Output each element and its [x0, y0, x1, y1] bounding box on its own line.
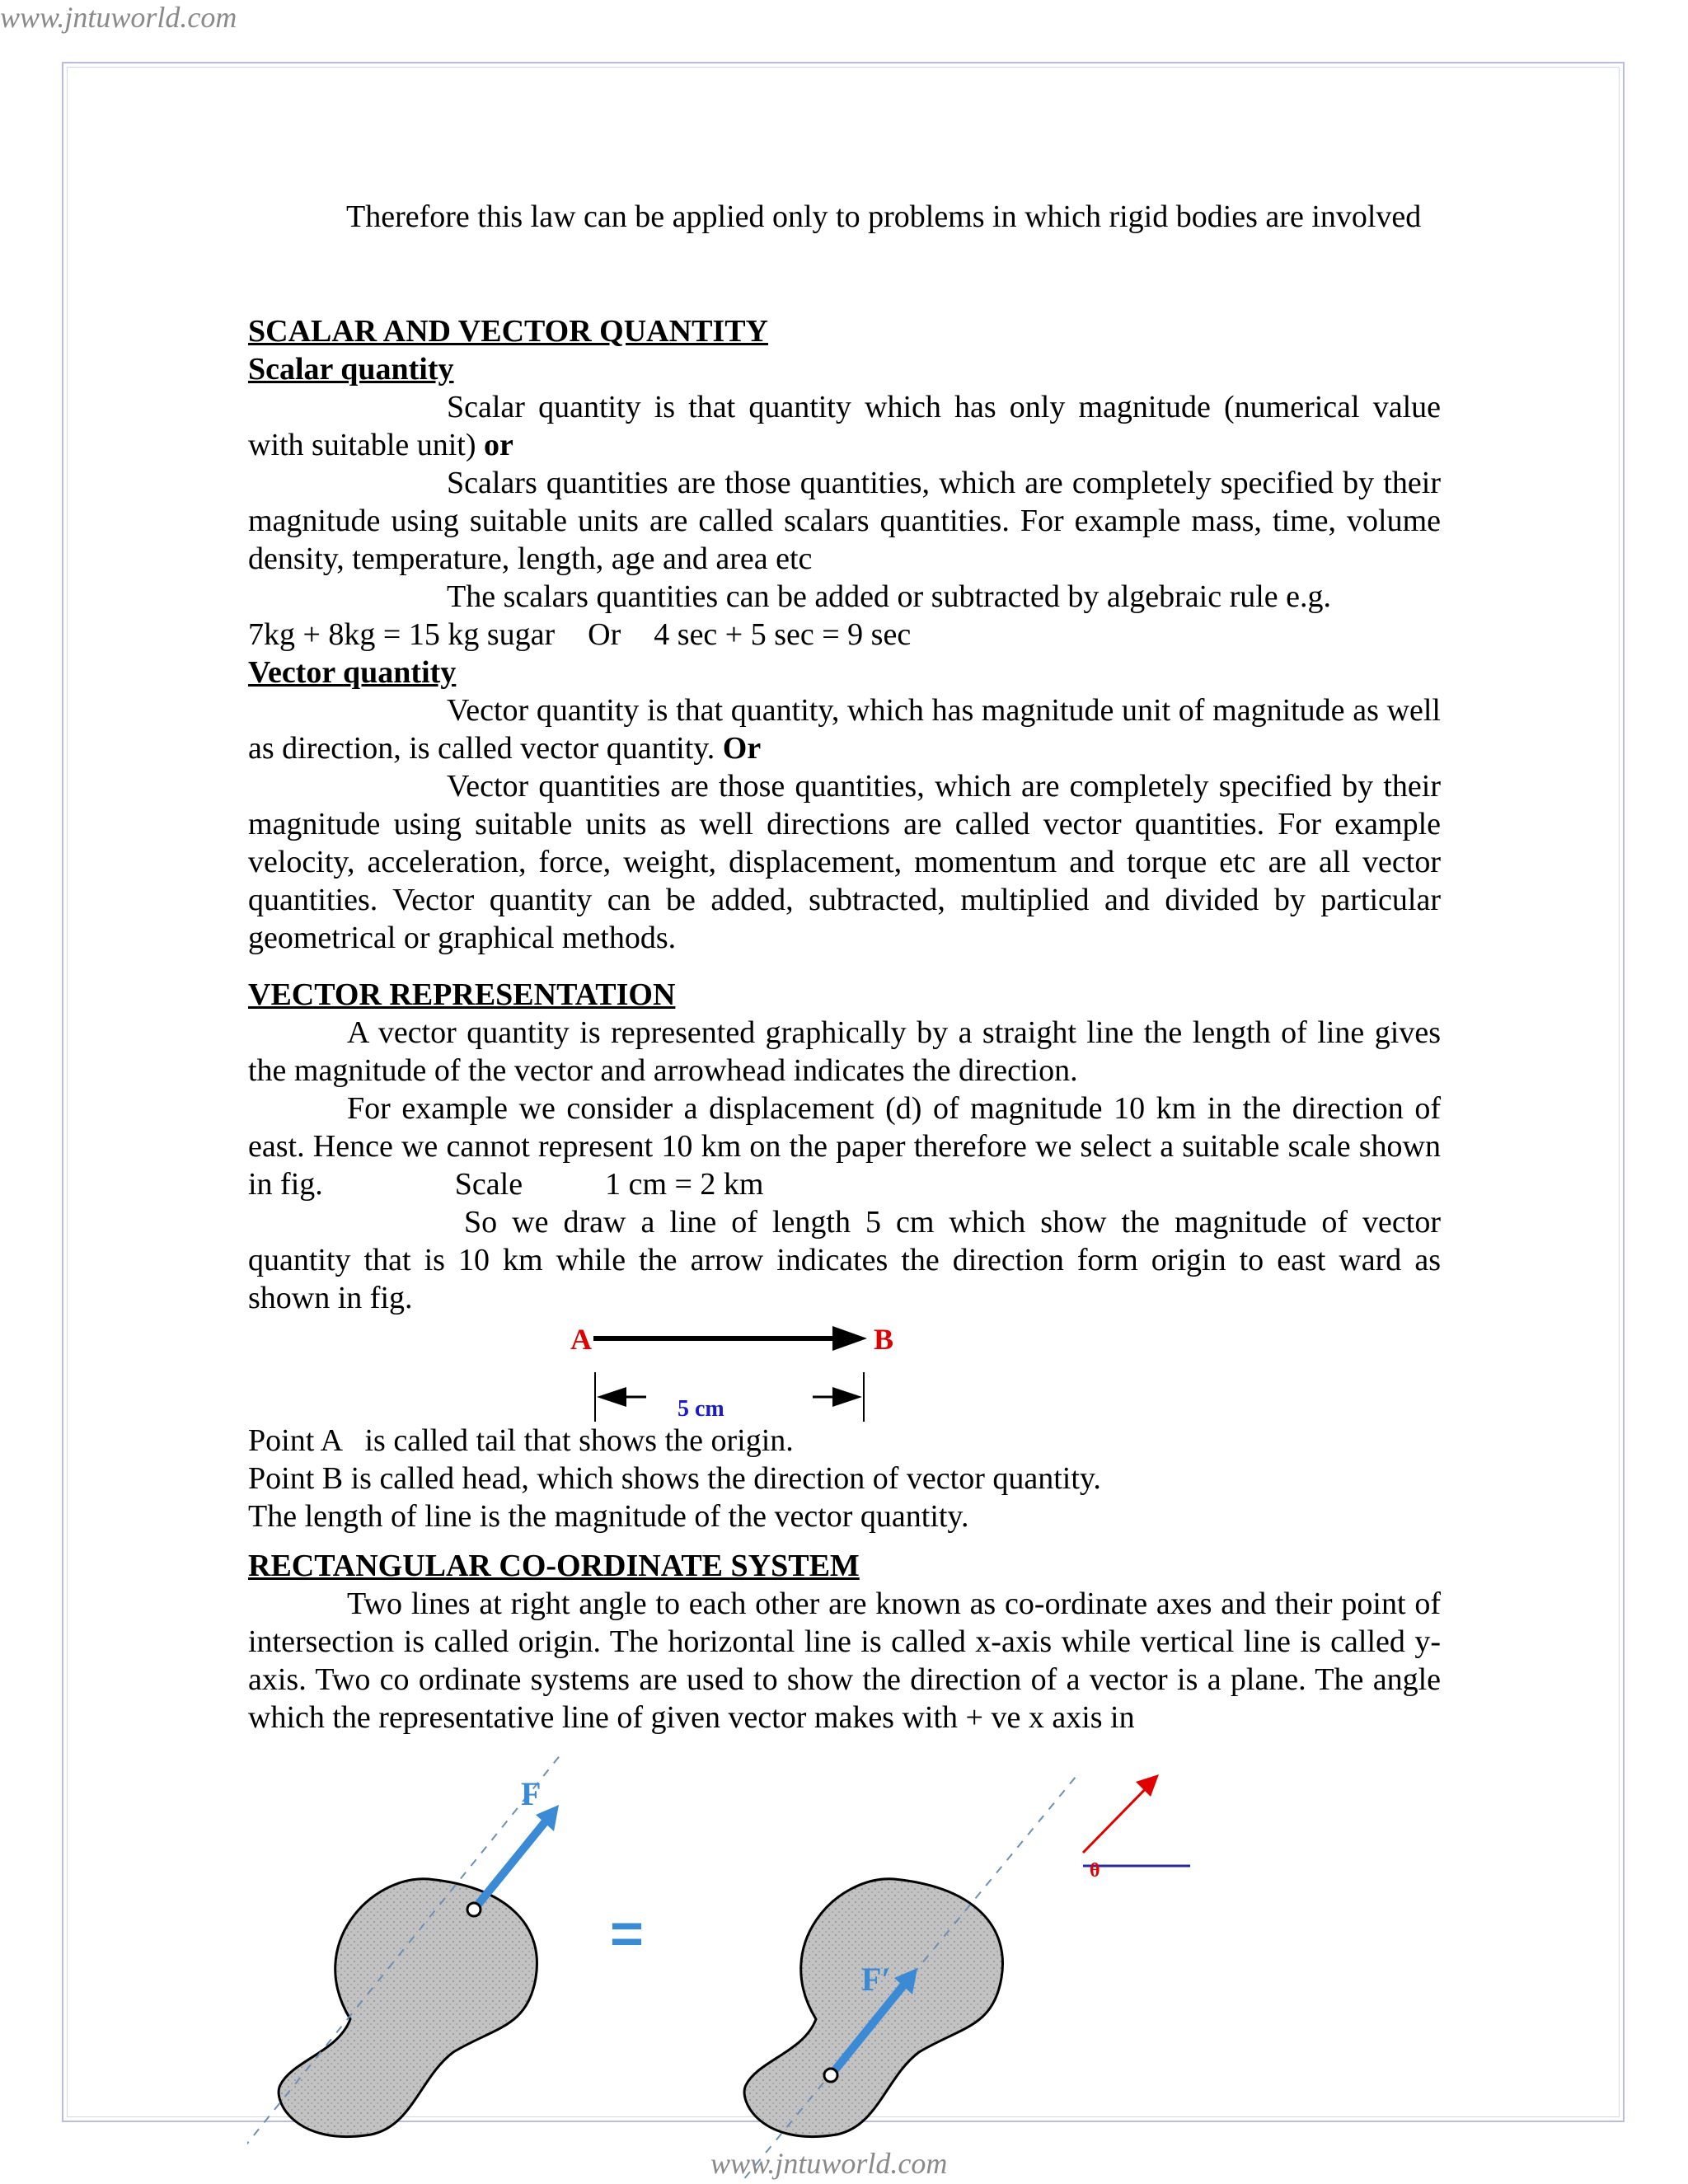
section-title: SCALAR AND VECTOR QUANTITY [248, 314, 768, 349]
section-title: VECTOR REPRESENTATION [248, 977, 676, 1012]
red-vector [1083, 1780, 1154, 1853]
representation-text: A vector quantity is represented graphically by a straight line the length of line gives the magnitude of the vector and arrowhead indicates the direction. [248, 1015, 1441, 1088]
vector-definition: Vector quantity is that quantity, which has magnitude unit of magnitude as well as direction, is called vector quantity. Or [248, 693, 1441, 766]
intro-block [346, 198, 1441, 236]
rigid-body-right [744, 1879, 1002, 2137]
scalar-definition-2: Scalars quantities are those quantities, which are completely specified by their magnitude using suitable units are called scalars quantities. For example mass, time, volume density, temperature, length, age and area etc [248, 466, 1441, 576]
intro-text: Therefore this law can be applied only to problems in which rigid bodies are involved [346, 199, 1422, 234]
representation-drawing: So we draw a line of length 5 cm which show the magnitude of vector quantity that is 10 km while the arrow indicates the direction form origin to east ward as shown in fig. [248, 1205, 1441, 1315]
scalar-addition: The scalars quantities can be added or subtracted by algebraic rule e.g. [447, 579, 1332, 614]
vector-ab-figure [560, 1315, 940, 1430]
red-arrowhead [1136, 1774, 1159, 1797]
watermark-bottom: www.jntuworld.com [710, 2147, 948, 2180]
representation-example: For example we consider a displacement (d) of magnitude 10 km in the direction of east. Hence we cannot represent 10 km on the paper therefore we select a suitable scale shown in fig. Scale 1 cm = 2 km [248, 1091, 1441, 1202]
force-point-left [467, 1903, 481, 1916]
dimension-arrow-right [832, 1387, 862, 1407]
force-vector-left [474, 1813, 552, 1910]
equals-sign: = [610, 1901, 644, 1966]
scalar-example: 7kg + 8kg = 15 kg sugar Or 4 sec + 5 sec = 9 sec [248, 617, 912, 652]
point-a-label: A [570, 1323, 592, 1356]
transmissibility-figure [247, 1755, 1187, 2184]
force-prime-label: F′ [861, 1961, 891, 1998]
point-b-note: Point B is called head, which shows the direction of vector quantity. [248, 1461, 1101, 1496]
section-vector-representation [248, 976, 1441, 1317]
length-note: The length of line is the magnitude of the vector quantity. [248, 1499, 969, 1534]
length-label: 5 cm [678, 1396, 724, 1422]
force-point-right [824, 2069, 837, 2082]
section-coordinate-system [248, 1547, 1441, 1736]
vector-points [248, 1422, 1441, 1535]
scalar-definition: Scalar quantity is that quantity which has only magnitude (numerical value with suitable unit) or [248, 390, 1441, 462]
point-a-note: Point A is called tail that shows the origin. [248, 1423, 794, 1458]
dimension-arrow-left [597, 1387, 626, 1407]
section-title: RECTANGULAR CO-ORDINATE SYSTEM [248, 1549, 860, 1583]
scalar-heading: Scalar quantity [248, 352, 454, 387]
vector-definition-2: Vector quantities are those quantities, which are completely specified by their magnitude using suitable units as well directions are called vector quantities. For example velocity, acceleration, force, weight, displacement, momentum and torque etc are all vector quantities. Vector quantity can be added, subtracted, multiplied and divided by particular geometrical or graphical methods. [248, 769, 1441, 955]
force-label: F [521, 1775, 542, 1812]
vector-heading: Vector quantity [248, 655, 457, 690]
rigid-body-left [279, 1879, 537, 2137]
vector-arrowhead [832, 1326, 867, 1351]
theta-label: θ [1090, 1860, 1100, 1882]
angle-figure [1071, 1764, 1203, 1887]
coordinate-text: Two lines at right angle to each other are known as co-ordinate axes and their point of intersection is called origin. The horizontal line is called x-axis while vertical line is called y-axis. Two co ordinate systems are used to show the direction of a vector is a plane. The angle which the representative line of given vector makes with + ve x axis in [248, 1586, 1441, 1735]
section-scalar-vector [248, 312, 1441, 957]
point-b-label: B [874, 1323, 894, 1356]
watermark-top: www.jntuworld.com [0, 1, 237, 34]
